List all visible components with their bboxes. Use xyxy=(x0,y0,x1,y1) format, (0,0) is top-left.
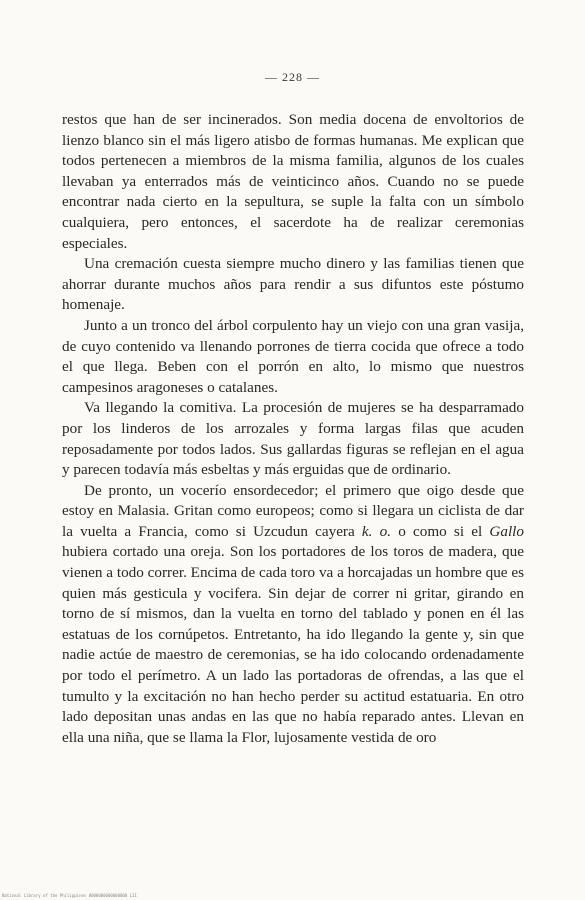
paragraph-1: restos que han de ser incinerados. Son media docena de envoltorios de lienzo blanco sin el más ligero atisbo de formas humanas. Me explican que todos pertenecen a miembros de la misma familia, algunos de los cuales llevaban ya enterrados más de veinticinco años. Cuando no se puede encontrar nada cierto en la sepultura, se suple la falta con un símbolo cualquiera, pero entonces, el sacerdote ha de realizar ceremonias especiales. xyxy=(62,111,524,252)
page-number: — 228 — xyxy=(265,70,320,84)
paragraph-4: Va llegando la comitiva. La procesión de mujeres se ha desparramado por los linderos de los arrozales y forma largas filas que acuden reposadamente por todos lados. Sus gallardas figuras se reflejan en el agua y parecen todavía más esbeltas y más erguidas que de ordinario. xyxy=(62,399,524,479)
paragraph-5-ko: k. o. xyxy=(361,522,392,540)
paragraph-2: Una cremación cuesta siempre mucho dinero y las familias tienen que ahorrar durante muchos años para rendir a sus difuntos este póstumo homenaje. xyxy=(62,255,524,314)
paragraph-5-text-c: hubiera cortado una oreja. Son los portadores de los toros de madera, que vienen a todo correr. Encima de cada toro va a horcajadas un hombre que es quien más gesticula y vocifera. Sin dejar de correr ni gritar, girando en torno de sí mismos, dan la vuelta en torno del tablado y ponen en él las estatuas de los cornúpetos. Entretanto, ha ido llegando la gente y, sin que nadie actúe de maestro de ceremonias, se ha ido colocando ordenadamente por todo el perímetro. A un lado las portadoras de ofrendas, a las que el tumulto y la excitación no han hecho perder su actitud estatuaria. En otro lado depositan unas andas en las que no había reparado antes. Llevan en ella una niña, que se llama la Flor, lujosamente vestida de oro xyxy=(62,543,524,746)
library-footer: National Library of the Philippines 0000000000000000 LII xyxy=(2,893,137,898)
paragraph-5-text-a: De pronto, un vocerío ensordecedor; el primero que oigo desde que estoy en Malasia. Gritan como europeos; como si llegara un ciclista de dar la vuelta a Francia, como si Uzcudun cayera xyxy=(62,481,524,540)
body-text xyxy=(62,110,524,748)
paragraph-5-text-b: o como si el xyxy=(391,522,490,540)
paragraph-3: Junto a un tronco del árbol corpulento hay un viejo con una gran vasija, de cuyo contenido va llenando porrones de tierra cocida que ofrece a todo el que llega. Beben con el porrón en alto, lo mismo que nuestros campesinos aragoneses o catalanes. xyxy=(62,316,524,396)
paragraph-5 xyxy=(62,481,524,749)
paragraph-5-gallo: Gallo xyxy=(489,522,524,540)
